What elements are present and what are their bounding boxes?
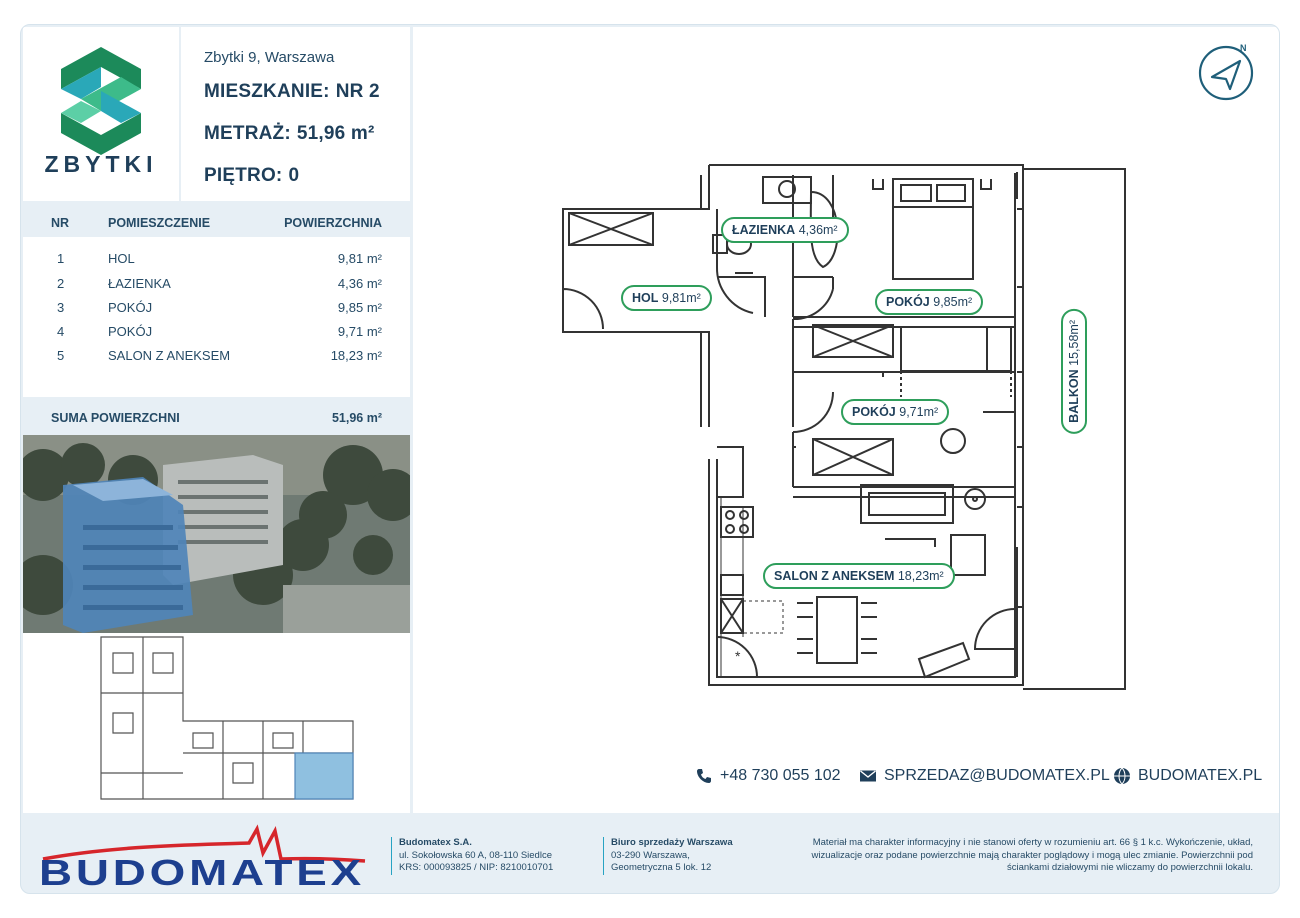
row-nr: 4 [57, 324, 65, 339]
footer [21, 815, 1280, 894]
rooms-table-header [23, 203, 410, 237]
label-pokoj-2: POKÓJ 9,71m² [841, 399, 949, 425]
brochure-card [20, 24, 1280, 894]
label-hol: HOL 9,81m² [621, 285, 712, 311]
company-address: ul. Sokołowska 60 A, 08-110 Siedlce [399, 849, 552, 861]
company-ids: KRS: 000093825 / NIP: 8210010701 [399, 862, 554, 873]
row-area: 9,85 m² [337, 300, 382, 315]
row-name: HOL [108, 251, 135, 266]
sum-label: SUMA POWIERZCHNI [51, 411, 180, 425]
table-row [23, 344, 410, 368]
disclaimer-line: wizualizacje oraz podane powierzchnie mają charakter poglądowy i mogą ulec zmianie. Powierzchnii pod [811, 849, 1253, 861]
floor-label: PIĘTRO: [204, 165, 283, 186]
office-name: Biuro sprzedaży Warszawa [611, 837, 733, 848]
apartment-value: NR 2 [335, 81, 380, 102]
label-pokoj-1: POKÓJ 9,85m² [875, 289, 983, 315]
email-address: SPRZEDAZ@BUDOMATEX.PL [884, 767, 1110, 784]
website-url: BUDOMATEX.PL [1138, 767, 1263, 784]
table-row [23, 272, 410, 296]
header-area: POWIERZCHNIA [284, 216, 382, 230]
address: Zbytki 9, Warszawa [204, 49, 335, 66]
footer-divider [391, 837, 392, 875]
rooms-table-body [23, 237, 410, 397]
row-area: 4,36 m² [337, 276, 382, 291]
row-nr: 5 [57, 348, 65, 363]
footer-divider [603, 837, 604, 875]
contact-email[interactable] [859, 767, 1110, 785]
apartment-area [204, 123, 410, 145]
row-name: POKÓJ [108, 300, 153, 315]
phone-number: +48 730 055 102 [720, 767, 841, 784]
apartment-info-panel [181, 27, 410, 201]
office-city: 03-290 Warszawa, [611, 849, 690, 861]
row-area: 9,71 m² [337, 324, 382, 339]
mail-icon [859, 767, 877, 785]
office-street: Geometryczna 5 lok. 12 [611, 862, 712, 873]
company-info [399, 837, 553, 875]
globe-icon [1113, 767, 1131, 785]
area-value: 51,96 m² [296, 123, 375, 144]
label-lazienka: ŁAZIENKA 4,36m² [721, 217, 849, 243]
budomatex-logo-text: BUDOMATEX [39, 852, 365, 887]
area-label: METRAŻ: [204, 123, 291, 144]
floor-plan-panel [413, 27, 1279, 813]
row-nr: 2 [57, 276, 65, 291]
floor-value: 0 [288, 165, 300, 186]
fridge-mark: * [735, 648, 741, 664]
row-nr: 1 [57, 251, 65, 266]
contact-website[interactable] [1113, 767, 1262, 785]
sales-office-info [611, 837, 733, 875]
row-area: 9,81 m² [337, 251, 382, 266]
row-area: 18,23 m² [330, 348, 382, 363]
header-room: POMIESZCZENIE [108, 216, 211, 230]
area-sum-row [23, 399, 410, 433]
header-nr: NR [51, 216, 70, 230]
contact-phone[interactable] [695, 767, 841, 785]
phone-icon [695, 767, 713, 785]
disclaimer [793, 837, 1253, 875]
row-name: POKÓJ [108, 324, 153, 339]
row-name: SALON Z ANEKSEM [108, 348, 231, 363]
label-balkon: BALKON 15,58m² [1061, 309, 1087, 434]
table-row [23, 320, 410, 344]
budomatex-logo [39, 823, 369, 887]
disclaimer-line: ściankami działowymi nie wliczamy do powierzchnii lokalu. [1006, 862, 1253, 873]
company-name: Budomatex S.A. [399, 837, 472, 848]
table-row [23, 247, 410, 271]
table-row [23, 296, 410, 320]
compass-north-label: N [1240, 43, 1247, 53]
aerial-photo [23, 435, 410, 633]
brand-logo-panel [23, 27, 179, 201]
row-name: ŁAZIENKA [108, 276, 171, 291]
apartment-number [204, 81, 410, 103]
brand-name: ZBYTKI [44, 151, 158, 177]
label-salon: SALON Z ANEKSEM 18,23m² [763, 563, 955, 589]
site-plan-thumbnail [23, 633, 410, 813]
apartment-floor [204, 165, 410, 187]
sum-value: 51,96 m² [331, 411, 382, 425]
apartment-label: MIESZKANIE: [204, 81, 330, 102]
disclaimer-line: Materiał ma charakter informacyjny i nie stanowi oferty w rozumieniu art. 66 § 1 k.c. Wykończenie, układ, [812, 837, 1253, 848]
row-nr: 3 [57, 300, 65, 315]
